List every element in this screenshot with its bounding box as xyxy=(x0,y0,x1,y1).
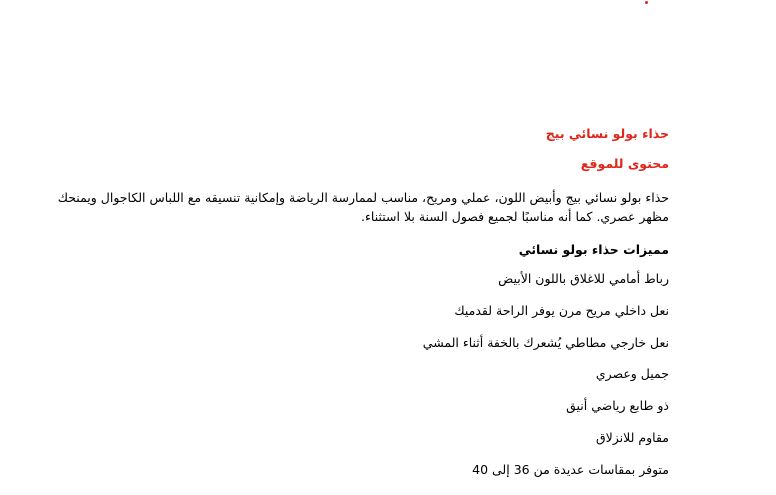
feature-item: مقاوم للانزلاق xyxy=(595,429,669,445)
feature-item: رباط أمامي للاغلاق باللون الأبيض xyxy=(498,271,669,286)
features-heading: مميزات حذاء بولو نسائي xyxy=(518,242,669,257)
features-list xyxy=(423,272,669,495)
feature-item: نعل داخلي مريح مرن يوفر الراحة لقدميك xyxy=(454,302,669,318)
document-title: حذاء بولو نسائي بيج xyxy=(545,126,669,141)
feature-item: جميل وعصري xyxy=(595,366,669,382)
feature-item: ذو طابع رياضي أنيق xyxy=(566,398,669,414)
intro-paragraph: حذاء بولو نسائي بيج وأبيض اللون، عملي ومريح، مناسب لممارسة الرياضة وإمكانية تنسيقه مع اللباس الكاجوال ويمنحك مظهر عصري. كما أنه مناسبًا لجميع فصول السنة بلا استثناء. xyxy=(57,190,669,224)
feature-item: نعل خارجي مطاطي يُشعرك بالخفة أثناء المشي xyxy=(422,334,669,350)
feature-item: متوفر بمقاسات عديدة من 36 إلى 40 xyxy=(472,461,669,477)
document-subtitle: محتوى للموقع xyxy=(580,156,669,171)
red-marker-dot xyxy=(645,1,648,4)
